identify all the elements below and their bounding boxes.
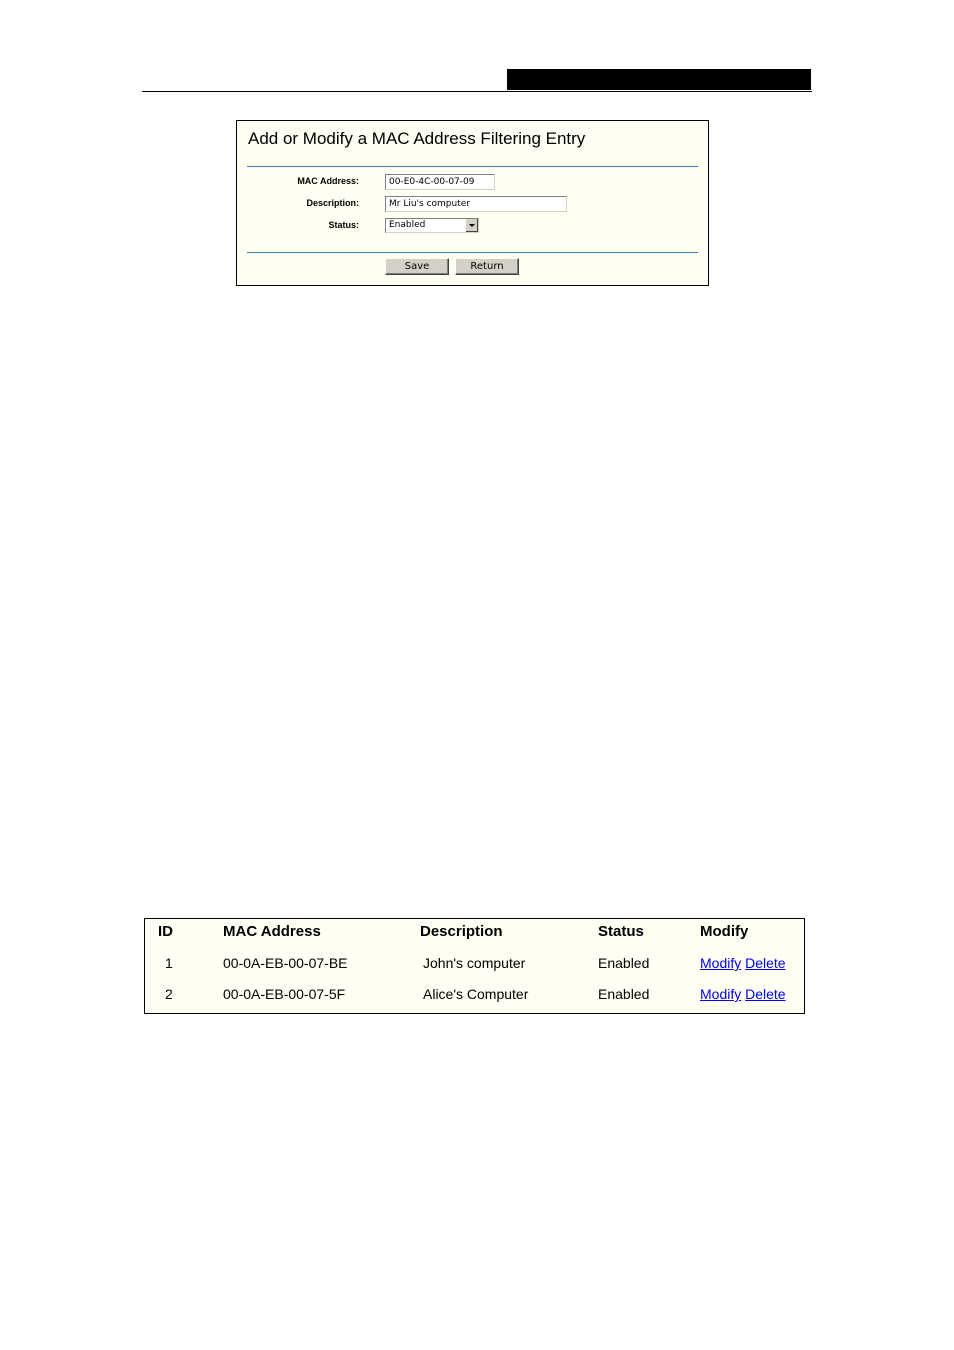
row-id: 2	[165, 986, 173, 1002]
mac-address-input[interactable]: 00-E0-4C-00-07-09	[385, 174, 495, 190]
delete-link[interactable]: Delete	[745, 986, 786, 1002]
row-actions	[700, 986, 786, 1002]
mac-filter-form-panel	[236, 120, 709, 286]
header-bar	[507, 69, 811, 90]
status-label: Status:	[328, 220, 359, 230]
row-id: 1	[165, 955, 173, 971]
row-mac-address: 00-0A-EB-00-07-BE	[223, 955, 348, 971]
description-input[interactable]: Mr Liu's computer	[385, 196, 567, 212]
description-label: Description:	[306, 198, 359, 208]
header-rule	[142, 91, 812, 92]
row-status: Enabled	[598, 955, 650, 971]
mac-address-label: MAC Address:	[297, 176, 359, 186]
column-header-description: Description	[420, 923, 503, 940]
status-select-value: Enabled	[389, 220, 426, 230]
column-header-mac-address: MAC Address	[223, 923, 321, 940]
row-actions	[700, 955, 786, 971]
form-title: Add or Modify a MAC Address Filtering Entry	[248, 129, 586, 148]
return-button[interactable]: Return	[455, 258, 519, 275]
chevron-down-icon[interactable]	[465, 219, 478, 232]
modify-link[interactable]: Modify	[700, 955, 742, 971]
delete-link[interactable]: Delete	[745, 955, 786, 971]
form-divider-bottom	[247, 252, 698, 253]
column-header-id: ID	[158, 923, 173, 940]
form-divider-top	[247, 166, 698, 167]
column-header-modify: Modify	[700, 923, 749, 940]
row-description: Alice's Computer	[423, 986, 529, 1002]
modify-link[interactable]: Modify	[700, 986, 742, 1002]
status-select[interactable]	[385, 218, 479, 233]
row-mac-address: 00-0A-EB-00-07-5F	[223, 986, 346, 1002]
row-description: John's computer	[423, 955, 526, 971]
mac-address-table	[144, 918, 805, 1014]
row-status: Enabled	[598, 986, 650, 1002]
save-button[interactable]: Save	[385, 258, 449, 275]
column-header-status: Status	[598, 923, 644, 940]
